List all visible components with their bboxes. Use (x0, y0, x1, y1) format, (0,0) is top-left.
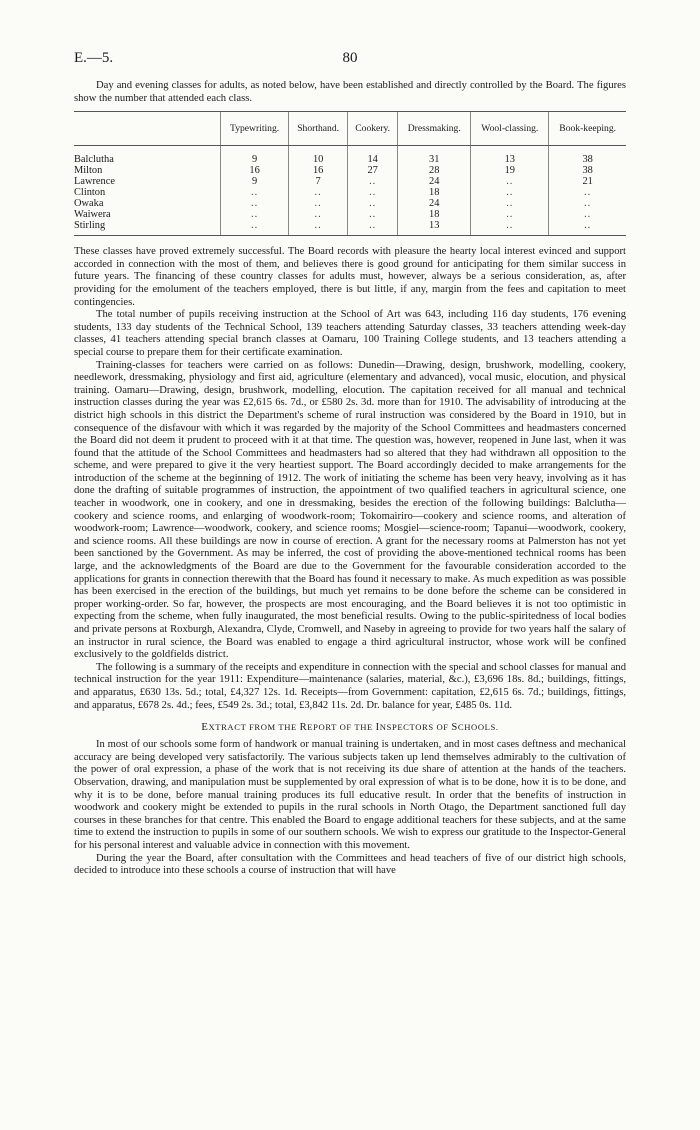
place-name: Waiwera (74, 209, 111, 221)
count-cell: .. (289, 209, 348, 220)
column-header: Typewriting. (221, 112, 289, 146)
place-name: Clinton (74, 187, 106, 199)
place-name: Balclutha (74, 154, 114, 166)
place-column-header (74, 112, 221, 146)
adult-classes-table (74, 111, 626, 236)
heading-smallcaps: CHOOLS. (457, 722, 499, 733)
table-header-row (74, 112, 626, 146)
table-body (74, 146, 626, 236)
count-cell: 7 (289, 176, 348, 187)
heading-smallcaps: XTRACT FROM THE (208, 722, 300, 733)
count-cell: 38 (549, 165, 626, 176)
count-cell: 10 (289, 154, 348, 165)
count-cell: 18 (398, 209, 471, 220)
column-header: Dressmaking. (398, 112, 471, 146)
count-cell: .. (221, 187, 289, 198)
count-cell: .. (348, 198, 398, 209)
body-paragraphs (74, 246, 626, 712)
count-cell: 13 (398, 220, 471, 236)
count-cell: 24 (398, 176, 471, 187)
count-cell: .. (471, 187, 549, 198)
page-header (74, 50, 626, 74)
count-cell: 16 (289, 165, 348, 176)
place-cell (74, 165, 221, 176)
count-cell: .. (471, 176, 549, 187)
count-cell: 24 (398, 198, 471, 209)
count-cell: 16 (221, 165, 289, 176)
heading-initial: S (451, 722, 458, 734)
count-cell: .. (289, 187, 348, 198)
place-cell (74, 187, 221, 198)
place-name: Stirling (74, 220, 106, 232)
extract-heading (74, 722, 626, 733)
table-row (74, 165, 626, 176)
count-cell: 31 (398, 154, 471, 165)
count-cell: .. (289, 220, 348, 236)
heading-initial: R (299, 722, 308, 734)
column-header: Shorthand. (289, 112, 348, 146)
count-cell: .. (348, 176, 398, 187)
place-cell (74, 209, 221, 220)
count-cell: .. (549, 198, 626, 209)
count-cell: .. (221, 198, 289, 209)
count-cell: .. (348, 209, 398, 220)
count-cell: .. (471, 209, 549, 220)
body-paragraph: Training-classes for teachers were carried on as follows: Dunedin—Drawing, design, brushwork, modelling, cookery, needlework, dressmaking, physiology and first aid, agriculture (elementary and advanced), vocal music, elocution, and physical training. Oamaru—Drawing, design, brushwork, modelling, elocution. The capitation received for all manual and technical instruction classes during the year was £2,615 6s. 7d., or £580 2s. 3d. more than for 1910. The advisability of introducing at the district high schools in this district the Department's scheme of rural instruction was considered by the Board in 1910, but in consequence of the disfavour with which it was regarded by the majority of the School Committees and headmasters concerned the Board did not deem it prudent to proceed with it at that time. The question was, however, reopened in June last, when it was found that the attitude of the School Committees and headmasters had so altered that they had withdrawn all opposition to the scheme, and were prepared to give it the very heartiest support. The Board accordingly decided to make arrangements for the introduction of the scheme at the beginning of 1912. The work of initiating the scheme has been very heavy, involving as it has done the drafting of suitable programmes of instruction, the appointment of two qualified teachers in agricultural science, one teacher in woodwork, one in cookery, and one in dressmaking, besides the erection of the following buildings: Balclutha—cookery and science rooms, and enlarging of woodwork-room; Tokomairiro—cookery and science rooms, and alteration of woodwork-room; Lawrence—woodwork, cookery, and science rooms; Mosgiel—science-room; Tapanui—woodwork, cookery, and science rooms. All these buildings are now in course of erection. A grant for the necessary rooms at Palmerston has not yet been sanctioned by the Government. As may be inferred, the cost of providing the above-mentioned technical rooms has been large, and the acknowledgments of the Board are due to the Government for the favourable consideration accorded to the applications for grants in connection therewith that the Board has found it necessary to make. As much expedition as was possible has been exercised in the erection of the buildings, but much yet remains to be done before the scheme can be considered in proper working-order. So far, however, the prospects are most encouraging, and the Board believes it is not too optimistic in expecting from the scheme, when fully inaugurated, the most beneficial results. Owing to the public-spiritedness of local bodies and private persons at Roxburgh, Alexandra, Clyde, Cromwell, and Naseby in agreeing to provide for two years half the salary of an instructor in rural science, the Board was enabled to engage a third agricultural instructor, whose work will be confined exclusively to the goldfields district. (74, 359, 626, 661)
table-row (74, 176, 626, 187)
count-cell: .. (348, 187, 398, 198)
count-cell: 38 (549, 154, 626, 165)
count-cell: .. (471, 198, 549, 209)
intro-paragraph: Day and evening classes for adults, as noted below, have been established and directly controlled by the Board. The figures show the number that attended each class. (74, 80, 626, 104)
count-cell: 19 (471, 165, 549, 176)
table-row (74, 154, 626, 165)
heading-smallcaps: EPORT OF THE (307, 722, 376, 733)
table-row (74, 220, 626, 236)
count-cell: 9 (221, 176, 289, 187)
report-reference: E.—5. (74, 50, 114, 66)
extract-paragraph: In most of our schools some form of handwork or manual training is undertaken, and in most cases deftness and mechanical accuracy are being developed very satisfactorily. The various subjects taken up lend themselves admirably to the cultivation of the power of oral expression, a phase of the work that is not receiving its due share of attention at the hands of the teachers. Observation, drawing, and manipulation must be supplemented by oral expression of what is to be done, how it is to be done, and why it is to be done, before manual training produces its full educative result. In order that the benefits of instruction in woodwork and cookery might be extended to pupils in the rural schools in North Otago, the Department sanctioned full day courses in these branches for that centre. This enabled the Board to engage additional teachers for these subjects, and at the same time to extend the instruction to pupils in some of our southern schools. We wish to express our gratitude to the Inspector-General for his personal interest and valuable advice in connection with this movement. (74, 739, 626, 851)
heading-initial: I (375, 722, 380, 734)
place-cell (74, 198, 221, 209)
count-cell: .. (549, 209, 626, 220)
count-cell: 13 (471, 154, 549, 165)
place-name: Lawrence (74, 176, 115, 188)
count-cell: 18 (398, 187, 471, 198)
place-cell (74, 176, 221, 187)
column-header: Cookery. (348, 112, 398, 146)
count-cell: 21 (549, 176, 626, 187)
count-cell: .. (549, 220, 626, 236)
place-cell (74, 220, 221, 236)
extract-paragraph: During the year the Board, after consultation with the Committees and head teachers of five of our district high schools, decided to introduce into these schools a course of instruction that will have (74, 852, 626, 877)
count-cell: .. (549, 187, 626, 198)
count-cell: 27 (348, 165, 398, 176)
count-cell: .. (221, 220, 289, 236)
count-cell: 28 (398, 165, 471, 176)
page-number: 80 (342, 50, 358, 66)
count-cell: 14 (348, 154, 398, 165)
table-row (74, 209, 626, 220)
table-row (74, 198, 626, 209)
count-cell: .. (348, 220, 398, 236)
column-header: Wool-classing. (471, 112, 549, 146)
body-paragraph: These classes have proved extremely successful. The Board records with pleasure the hearty local interest evinced and support accorded in connection with the most of them, and believes there is good ground for anticipating for them similar success in future years. The financing of these country classes for adults must, however, always be a serious consideration, as, after providing for the emolument of the teachers employed, there is but little, if any, margin from the fees and capitation to meet contingencies. (74, 246, 626, 308)
heading-smallcaps: NSPECTORS OF (379, 722, 452, 733)
body-paragraph: The total number of pupils receiving instruction at the School of Art was 643, including 116 day students, 176 evening students, 133 day students of the Technical School, 139 teachers attending Saturday classes, 33 teachers attending week-day classes, 41 teachers attending special branch classes at Oamaru, 100 Training College students, and 13 teachers attending a special course to prepare them for their certificate examination. (74, 309, 626, 358)
place-name: Milton (74, 165, 103, 177)
count-cell: 9 (221, 154, 289, 165)
body-paragraph: The following is a summary of the receipts and expenditure in connection with the special and school classes for manual and technical instruction for the year 1911: Expenditure—maintenance (salaries, material, &c.), £3,696 18s. 8d.; buildings, fittings, and apparatus, £630 13s. 5d.; total, £4,327 12s. 1d. Receipts—from Government: capitation, £2,615 6s. 7d.; buildings, fittings, and apparatus, £678 2s. 4d.; fees, £549 2s. 3d.; total, £3,842 11s. 2d. Dr. balance for year, £485 0s. 11d. (74, 661, 626, 711)
column-header: Book-keeping. (549, 112, 626, 146)
count-cell: .. (289, 198, 348, 209)
heading-initial: E (201, 722, 209, 734)
place-name: Owaka (74, 198, 104, 210)
place-cell (74, 154, 221, 165)
count-cell: .. (221, 209, 289, 220)
table-row (74, 187, 626, 198)
count-cell: .. (471, 220, 549, 236)
table-spacer (74, 146, 626, 155)
